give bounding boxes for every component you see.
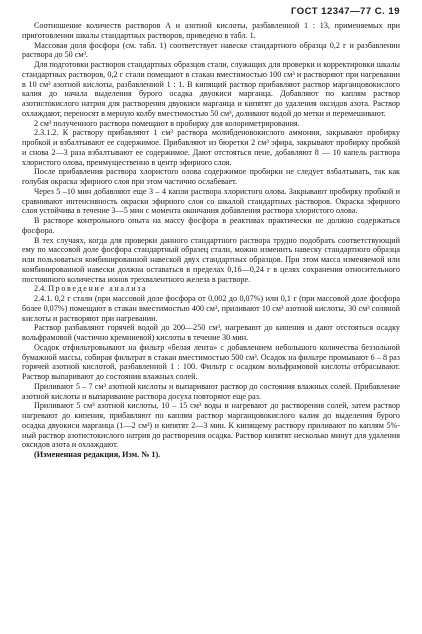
paragraph: Соотношение количеств растворов А и азотной кислоты, разбавленной 1 : 13, применяемых при приготовлении шкалы стандартных растворов, приведено в табл. 1. [22, 21, 400, 40]
paragraph: Для подготовки растворов стандартных образцов стали, служащих для проверки и корректировки шкалы стандартных растворов, 0,2 г стали помещают в стакан вместимостью 100 см³ и растворяют при нагревании в 10 см³ азотной кислоты, разбавленной 1 : 1. В кипящий раствор прибавляют раствор марганцовокислого калия до начала выделения бурого осадка двуокиси марганца. Добавляют по каплям раствор азотистокислого натрия для растворения двуокиси марганца и кипятят до удаления оксидов азота. Раствор охлаждают, переносят в мерную колбу вместимостью 50 см³, доливают водой до метки и перемешивают. [22, 60, 400, 118]
section-number: 2.4. [34, 284, 47, 294]
paragraph: После прибавления раствора хлористого олова содержимое пробирки не следует взбалтывать, так как голубая окраска эфирного слоя при этом частично ослабевает. [22, 167, 400, 186]
paragraph: В тех случаях, когда для проверки данного стандартного раствора трудно подобрать соответствующий ему по массовой доле фосфора стандартный образец стали, можно изменить навеску стандартного образца или пользоваться комбинированной навеской двух стандартных образцов. При этом масса изменяемой или комбинированной навески должна оставаться в пределах 0,16—0,24 г в целях сохранения относительного постоянного количества ионов трехвалентного железа в растворе. [22, 235, 400, 284]
section-heading [22, 284, 400, 294]
section-title: Проведение анализа [48, 284, 148, 294]
paragraph: Приливают 5 см³ азотной кислоты, 10 – 15 см³ воды и нагревают до растворения солей, затем раствор нагревают до кипения, прибавляют по каплям раствор марганцовокислого калия до выделения бурого осадка двуокиси марганца (1—2 см³) и кипятят 2—3 мин. К кипящему раствору приливают по каплям 5%-ный раствор азотистокислого натрия до растворения осадка. Раствор кипятят несколько минут для удаления оксидов азота и охлаждают. [22, 401, 400, 450]
paragraph: 2.3.1.2. К раствору прибавляют 1 см³ раствора молибденовокислого аммония, закрывают пробирку пробкой и взбалтывают ее содержимое. Прибавляют из бюретки 2 см³ эфира, закрывают пробирку пробкой и снова 2—3 раза взбалтывают ее содержимое. Дают отстояться пене, добавляют 8 — 10 капель раствора хлористого олова, преимущественно в центр эфирного слоя. [22, 128, 400, 167]
paragraph: 2.4.1. 0,2 г стали (при массовой доле фосфора от 0,002 до 0,07%) или 0,1 г (при массовой доле фосфора более 0,07%) помещают в стакан вместимостью 400 см³, приливают 10 см³ азотной кислоты, 30 см³ соляной кислоты и растворяют при нагревании. [22, 294, 400, 323]
paragraph: 2 см³ полученного раствора помещают в пробирку для колориметрирования. [34, 118, 300, 128]
paragraph: Приливают 5 – 7 см³ азотной кислоты и выпаривают раствор до состояния влажных солей. Прибавление азотной кислоты и выпаривание раствора досуха повторяют еще раз. [22, 381, 400, 401]
paragraph: Осадок отфильтровывают на фильтр «белая лента» с добавлением небольшого количества беззольной бумажной массы, собирая фильтрат в стакан вместимостью 500 см³. Осадок на фильтре промывают 6 – 8 раз горячей азотной кислотой, разбавленной 1 : 100. Фильтр с осадком вольфрамовой кислоты отбрасывают. Раствор выпаривают до состояния влажных солей. [22, 342, 400, 381]
paragraph: Через 5 –10 мин добавляют еще 3 – 4 капли раствора хлористого олова. Закрывают пробирку пробкой и сравнивают интенсивность окраски эфирного слоя со шкалой стандартных растворов. Окраска эфирного слоя устойчива в течение 3—5 мин с момента окончания добавления раствора хлористого олова. [22, 186, 400, 216]
amendment-note: (Измененная редакция, Изм. № 1). [34, 450, 161, 459]
paragraph: Раствор разбавляют горячей водой до 200—250 см³, нагревают до кипения и дают отстояться осадку вольфрамовой (частично кремниевой) кислоты в течение 30 мин. [22, 323, 400, 342]
paragraph: Массовая доля фосфора (см. табл. 1) соответствует навеске стандартного образца 0,2 г и разбавлении раствора до 50 см³. [22, 40, 400, 60]
paragraph: В растворе контрольного опыта на массу фосфора в реактивах практически не должно содержаться фосфора. [22, 216, 400, 235]
page-header: ГОСТ 12347—77 С. 19 [290, 6, 400, 17]
